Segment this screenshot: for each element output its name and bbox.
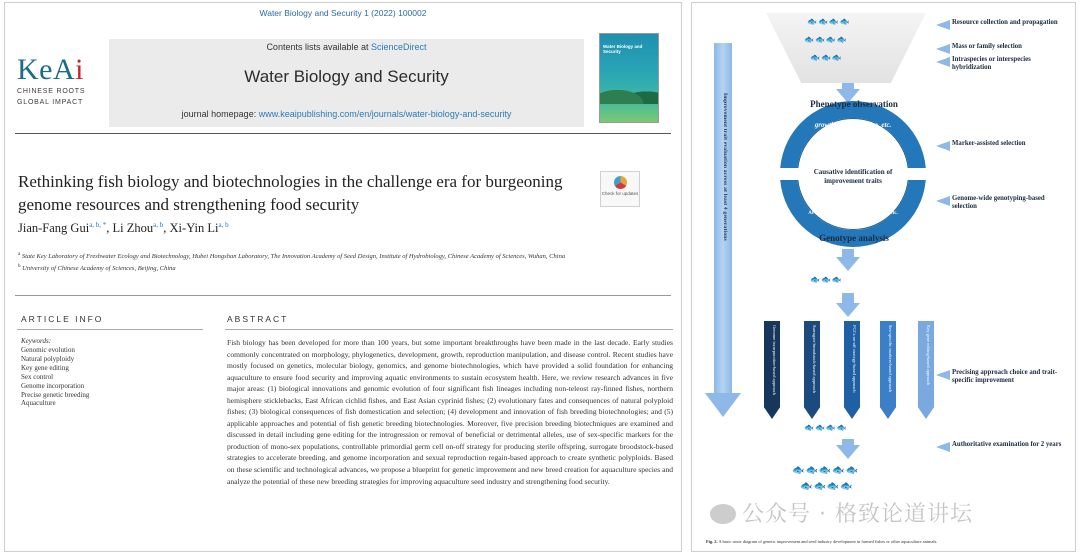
keyword-item: Genomic evolution <box>21 346 75 354</box>
flow-arrow-head <box>836 257 860 271</box>
evaluation-arrow-head <box>705 393 741 417</box>
affiliations <box>18 250 588 273</box>
fish-icon-row: 🐟🐟🐟 <box>810 275 843 284</box>
phenotype-ring-text: growth, color, sex size, etc. <box>814 121 892 129</box>
logo-word: KeAi <box>17 53 84 86</box>
cover-title: Water Biology and Security <box>603 44 643 54</box>
author-list: Jian-Fang Gui$^{a, b, *}$, Li Zhou$^{a, b}$, Xi-Yin Li$^{a, b}$ <box>18 221 229 235</box>
affiliation-item: $^b$ University of Chinese Academy of Sciences, Beijing, China <box>18 263 176 272</box>
fish-icon-row: 🐟🐟🐟🐟 <box>804 423 848 432</box>
fish-icon-row: 🐟🐟🐟🐟🐟 <box>792 465 860 476</box>
abstract-rule <box>225 329 673 330</box>
journal-citation[interactable]: Water Biology and Security 1 (2022) 100002 <box>259 8 427 18</box>
causative-label: Causative identification of improvement traits <box>813 168 893 185</box>
section-divider <box>15 295 671 296</box>
article-info-heading: ARTICLE INFO <box>21 314 104 324</box>
fish-icon-row: 🐟🐟🐟🐟 <box>800 481 854 492</box>
article-title: Rethinking fish biology and biotechnologies in the challenge era for burgeoning genome resources and strengthening food security <box>18 172 563 214</box>
step-label: Authoritative examination for 2 years <box>942 441 1070 449</box>
keyword-item: Precise genetic breeding <box>21 390 90 399</box>
genotype-label: Genotype analysis <box>819 233 889 243</box>
fish-icon-row: 🐟🐟🐟 <box>810 53 843 62</box>
genotype-ring-text: AFLP, microsatellites, QTLs, genome, etc. <box>808 211 898 216</box>
fish-icon-row: 🐟🐟🐟🐟 <box>804 35 848 44</box>
cover-art <box>600 82 658 104</box>
homepage-line <box>109 109 584 119</box>
approach-bar-label: PGCs on-off strategy-based approach <box>852 325 857 393</box>
flow-arrow-head <box>836 303 860 317</box>
step-label: Precising approach choice and trait-specific improvement <box>942 369 1070 385</box>
watermark: 公众号 · 格致论道讲坛 <box>710 497 973 528</box>
keyword-item: Key gene editing <box>21 363 69 372</box>
author-affil-marks[interactable]: a, b <box>218 221 229 229</box>
author-name[interactable]: Jian-Fang Gui <box>18 221 90 235</box>
step-label: Resource collection and propagation <box>942 19 1070 27</box>
logo-tagline-2: GLOBAL IMPACT <box>17 99 84 106</box>
updates-icon <box>614 176 627 189</box>
keyword-item: Aquaculture <box>21 399 56 408</box>
author-name[interactable]: Xi-Yin Li <box>169 221 219 235</box>
author-affil-marks[interactable]: a, b <box>153 221 164 229</box>
author-name[interactable]: Li Zhou <box>112 221 154 235</box>
step-label: Mass or family selection <box>942 43 1070 51</box>
check-for-updates-badge[interactable] <box>600 171 640 207</box>
keywords-heading: Keywords: <box>21 337 52 345</box>
approach-bar-label: Genome incorporation-based approach <box>772 325 777 395</box>
badge-label: Check for updates <box>601 191 639 196</box>
phenotype-label: Phenotype observation <box>810 99 898 109</box>
step-label: Intraspecies or interspecies hybridization <box>942 56 1070 72</box>
wechat-icon <box>710 504 736 524</box>
fish-icon-row: 🐟🐟🐟🐟 <box>807 17 851 26</box>
sciencedirect-link[interactable]: ScienceDirect <box>371 42 427 52</box>
step-label: Marker-assisted selection <box>942 140 1070 148</box>
homepage-prefix: journal homepage: <box>181 109 257 119</box>
caption-text: A basic route diagram of genetic improvement and seed industry development in farmed fishes or other aquaculture animals. <box>718 539 938 544</box>
journal-cover-image <box>599 33 659 123</box>
caption-label: Fig. 2. <box>706 539 718 544</box>
figure-panel <box>691 2 1076 552</box>
evaluation-arrow-label: Improvement trait evaluation across at least 4 generations <box>722 93 728 241</box>
contents-prefix: Contents lists available at <box>266 42 369 52</box>
keyword-list <box>21 346 89 408</box>
header-divider <box>15 133 671 134</box>
flow-arrow-head <box>836 445 860 459</box>
journal-masthead <box>109 39 584 127</box>
abstract-heading: ABSTRACT <box>227 314 289 324</box>
step-label: Genome-wide genotyping-based selection <box>942 195 1070 211</box>
abstract-text: Fish biology has been developed for more than 100 years, but some important breakthroughs have been made in the last decade. Early studies commonly concentrated on morphology, phylogenetics, development, growth, reproduction manipulation, and disease control. Recent studies have mostly focused on genetics, molecular biology, genomics, and genome biotechnologies, which have provided a solid foundation for enhancing aquaculture to ensure food security and improving aquatic environments to sustain ecosystem health. Here, we review research advances in five major areas: (1) biological innovations and genomic evolution of four significant fish lineages including non-teleost ray-finned fishes, northern hemisphere sticklebacks, East African cichlid fishes, and East Asian cyprinid fishes; (2) evolutionary fates and consequences of natural polyploid fishes; (3) biological consequences of fish domestication and selection; (4) development and innovation of fish breeding biotechnologies; and (5) applicable approaches and potential of fish genetic breeding biotechnologies. Moreover, five precision breeding biotechniques are examined and discussed in detail including gene editing for the introgression or removal of beneficial or detrimental alleles, use of sex-specific markers for the production of mono-sex populations, controllable primordial germ cell on-off strategy for producing sterile offspring, surrogate broodstock-based strategies to accelerate breeding, and genome incorporation and sexual reproduction regain-based approach to create synthetic polyploids. Based on these scientific and technological advances, we propose a blueprint for genetic improvement and new breed creation for aquaculture species and analyze the potential of these new breeding strategies for improving aquaculture seed industry and strengthening food security. <box>227 338 673 486</box>
paper-page <box>4 2 682 552</box>
keyword-item: Natural polyploidy <box>21 354 75 363</box>
journal-title: Water Biology and Security <box>244 67 449 86</box>
homepage-link[interactable]: www.keaipublishing.com/en/journals/water-biology-and-security <box>258 109 512 119</box>
logo-tagline-1: CHINESE ROOTS <box>17 88 86 95</box>
author-affil-marks[interactable]: a, b, * <box>89 221 107 229</box>
approach-bar-label: Sex-specific markers-based approach <box>888 325 893 393</box>
approach-bar-label: Key gene editing-based approach <box>926 325 931 386</box>
keyword-item: Sex control <box>21 372 54 381</box>
approach-bar-label: Surrogate broodstock-based approach <box>812 325 817 393</box>
publisher-logo <box>17 55 105 107</box>
contents-line <box>109 42 584 52</box>
article-info-rule <box>17 329 203 330</box>
affiliation-item: $^a$ State Key Laboratory of Freshwater Ecology and Biotechnology, Hubei Hongshan Laboratory, The Innovation Academy of Seed Design, Institute of Hydrobiology, Chinese Academy of Sciences, Wuhan, China <box>18 252 566 261</box>
keyword-item: Genome incorporation <box>21 381 85 390</box>
figure-caption <box>706 539 1068 544</box>
